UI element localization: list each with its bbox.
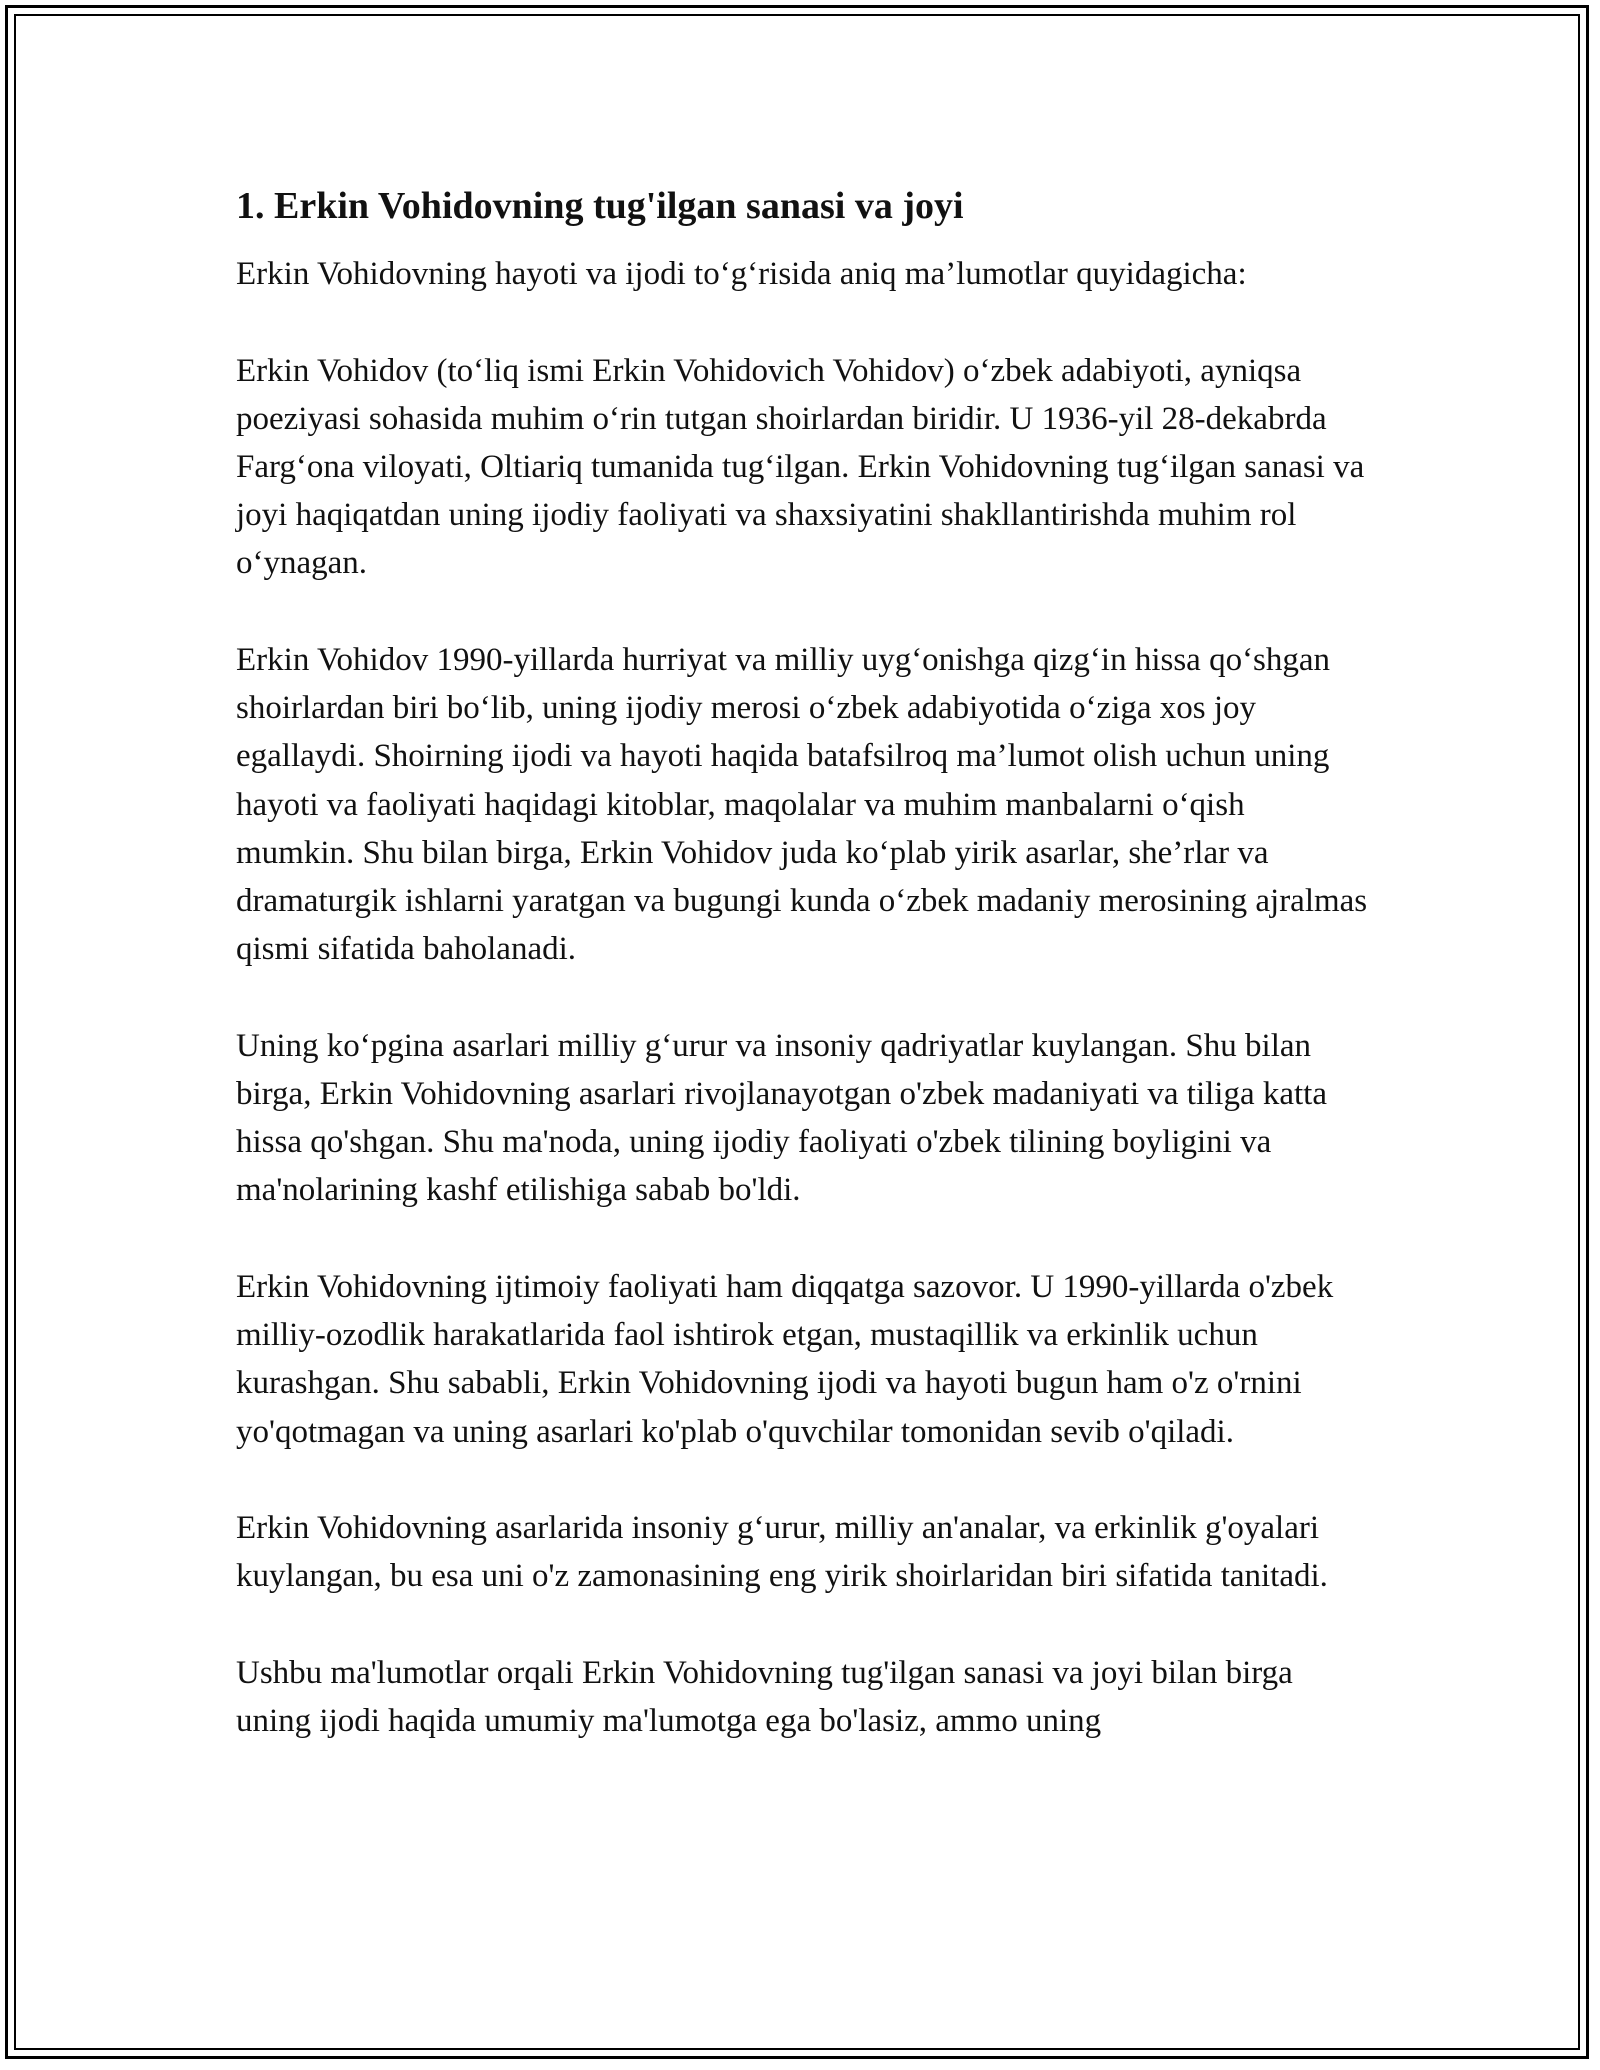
paragraph-social-activity: Erkin Vohidovning ijtimoiy faoliyati ham diqqatga sazovor. U 1990-yillarda o'zbek milliy-ozodlik harakatlarida faol ishtirok etgan, mustaqillik va erkinlik uchun kurashgan. Shu sababli, Erkin Vohidovning ijodi va hayoti bugun ham o'z o'rnini yo'qotmagan va uning asarlari ko'plab o'quvchilar tomonidan sevib o'qiladi.: [236, 1269, 1334, 1450]
paragraph-conclusion: Ushbu ma'lumotlar orqali Erkin Vohidovning tug'ilgan sanasi va joyi bilan birga uning ijodi haqida umumiy ma'lumotga ega bo'lasiz, ammo uning: [236, 1655, 1293, 1740]
document-body: [236, 182, 1371, 1794]
section-heading: 1. Erkin Vohidovning tug'ilgan sanasi va joyi: [236, 185, 964, 227]
paragraph-themes: Erkin Vohidovning asarlarida insoniy g‘urur, milliy an'analar, va erkinlik g'oyalari kuylangan, bu esa uni o'z zamonasining eng yirik shoirlaridan biri sifatida tanitadi.: [236, 1510, 1328, 1595]
paragraph-national-pride: Uning ko‘pgina asarlari milliy g‘urur va insoniy qadriyatlar kuylangan. Shu bilan birga, Erkin Vohidovning asarlari rivojlanayotgan o'zbek madaniyati va tiliga katta hissa qo'shgan. Shu ma'noda, uning ijodiy faoliyati o'zbek tilining boyligini va ma'nolarining kashf etilishiga sabab bo'ldi.: [236, 1027, 1327, 1209]
paragraph-intro: Erkin Vohidovning hayoti va ijodi to‘g‘risida aniq ma’lumotlar quyidagicha:: [236, 256, 1247, 292]
paragraph-legacy: Erkin Vohidov 1990-yillarda hurriyat va milliy uyg‘onishga qizg‘in hissa qo‘shgan shoirlardan biri bo‘lib, uning ijodiy merosi o‘zbek adabiyotida o‘ziga xos joy egallaydi. Shoirning ijodi va hayoti haqida batafsilroq ma’lumot olish uchun uning hayoti va faoliyati haqidagi kitoblar, maqolalar va muhim manbalarni o‘qish mumkin. Shu bilan birga, Erkin Vohidov juda ko‘plab yirik asarlar, she’rlar va dramaturgik ishlarni yaratgan va bugungi kunda o‘zbek madaniy merosining ajralmas qismi sifatida baholanadi.: [236, 642, 1368, 968]
paragraph-birth-info: Erkin Vohidov (to‘liq ismi Erkin Vohidovich Vohidov) o‘zbek adabiyoti, ayniqsa poeziyasi sohasida muhim o‘rin tutgan shoirlardan biridir. U 1936-yil 28-dekabrda Farg‘ona viloyati, Oltiariq tumanida tug‘ilgan. Erkin Vohidovning tug‘ilgan sanasi va joyi haqiqatdan uning ijodiy faoliyati va shaxsiyatini shakllantirishda muhim rol o‘ynagan.: [236, 352, 1365, 582]
